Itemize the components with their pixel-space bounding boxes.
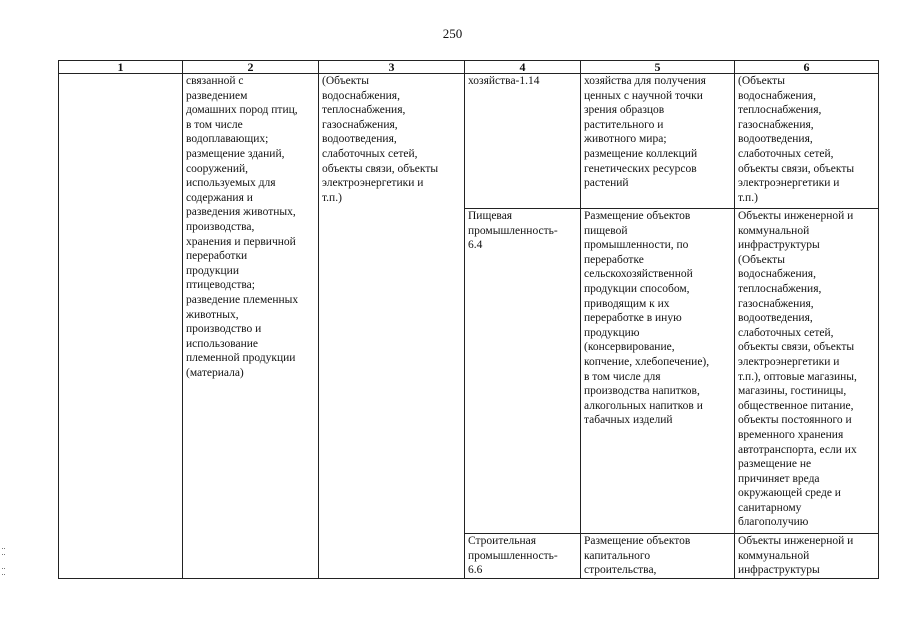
scan-margin-mark [2,568,5,575]
row-2-col-4-text: Пищевая промышленность- 6.4 [468,210,558,252]
column-2-cell [183,74,319,579]
column-header-1: 1 [59,61,183,74]
row-1-col-5-cell [581,74,735,209]
table-row [59,74,879,209]
column-header-3: 3 [319,61,465,74]
row-2-col-6-text: Объекты инженерной и коммунальной инфраструктуры (Объекты водоснабжения, теплоснабжения, газоснабжения, водоотведения, слаботочных сетей, объекты связи, объекты электроэнергетики и т.п.), оптовые магазины, магазины, гостиницы, общественное питание, объекты постоянного и временного хранения автотранспорта, если их размещение не причиняет вреда окружающей среде и санитарному благополучию [738,210,857,529]
column-header-5: 5 [581,61,735,74]
row-2-col-5-cell [581,209,735,534]
column-1-cell [59,74,183,579]
row-1-col-6-text: (Объекты водоснабжения, теплоснабжения, газоснабжения, водоотведения, слаботочных сетей, объекты связи, объекты электроэнергетики и т.п.) [738,75,855,204]
row-3-col-4-cell [465,534,581,579]
row-1-col-4-cell [465,74,581,209]
row-2-col-5-text: Размещение объектов пищевой промышленности, по переработке сельскохозяйственной продукции способом, приводящим к их переработке в иную продукцию (консервирование, копчение, хлебопечение), в том числе для производства напитков, алкогольных напитков и табачных изделий [584,210,710,427]
column-2-text: связанной с разведением домашних пород птиц, в том числе водоплавающих; размещение зданий, сооружений, используемых для содержания и разведения животных, производства, хранения и первичной переработки продукции птицеводства; разведение племенных животных, производство и использование племенной продукции (материала) [186,75,299,379]
column-number-row [59,61,879,74]
row-1-col-4-text: хозяйства-1.14 [468,75,540,87]
row-3-col-5-cell [581,534,735,579]
column-header-6: 6 [735,61,879,74]
column-3-cell [319,74,465,579]
land-use-table [58,60,879,579]
scan-margin-mark [2,548,5,555]
row-1-col-5-text: хозяйства для получения ценных с научной точки зрения образцов растительного и животного мира; размещение коллекций генетических ресурсов растений [584,75,706,190]
column-3-text: (Объекты водоснабжения, теплоснабжения, газоснабжения, водоотведения, слаботочных сетей, объекты связи, объекты электроэнергетики и т.п.) [322,75,439,204]
column-header-4: 4 [465,61,581,74]
row-3-col-4-text: Строительная промышленность- 6.6 [468,535,558,577]
row-3-col-6-text: Объекты инженерной и коммунальной инфраструктуры [738,535,854,577]
row-3-col-5-text: Размещение объектов капитального строительства, [584,535,691,577]
row-1-col-6-cell [735,74,879,209]
row-2-col-6-cell [735,209,879,534]
row-3-col-6-cell [735,534,879,579]
column-header-2: 2 [183,61,319,74]
row-2-col-4-cell [465,209,581,534]
page-number: 250 [442,26,463,41]
